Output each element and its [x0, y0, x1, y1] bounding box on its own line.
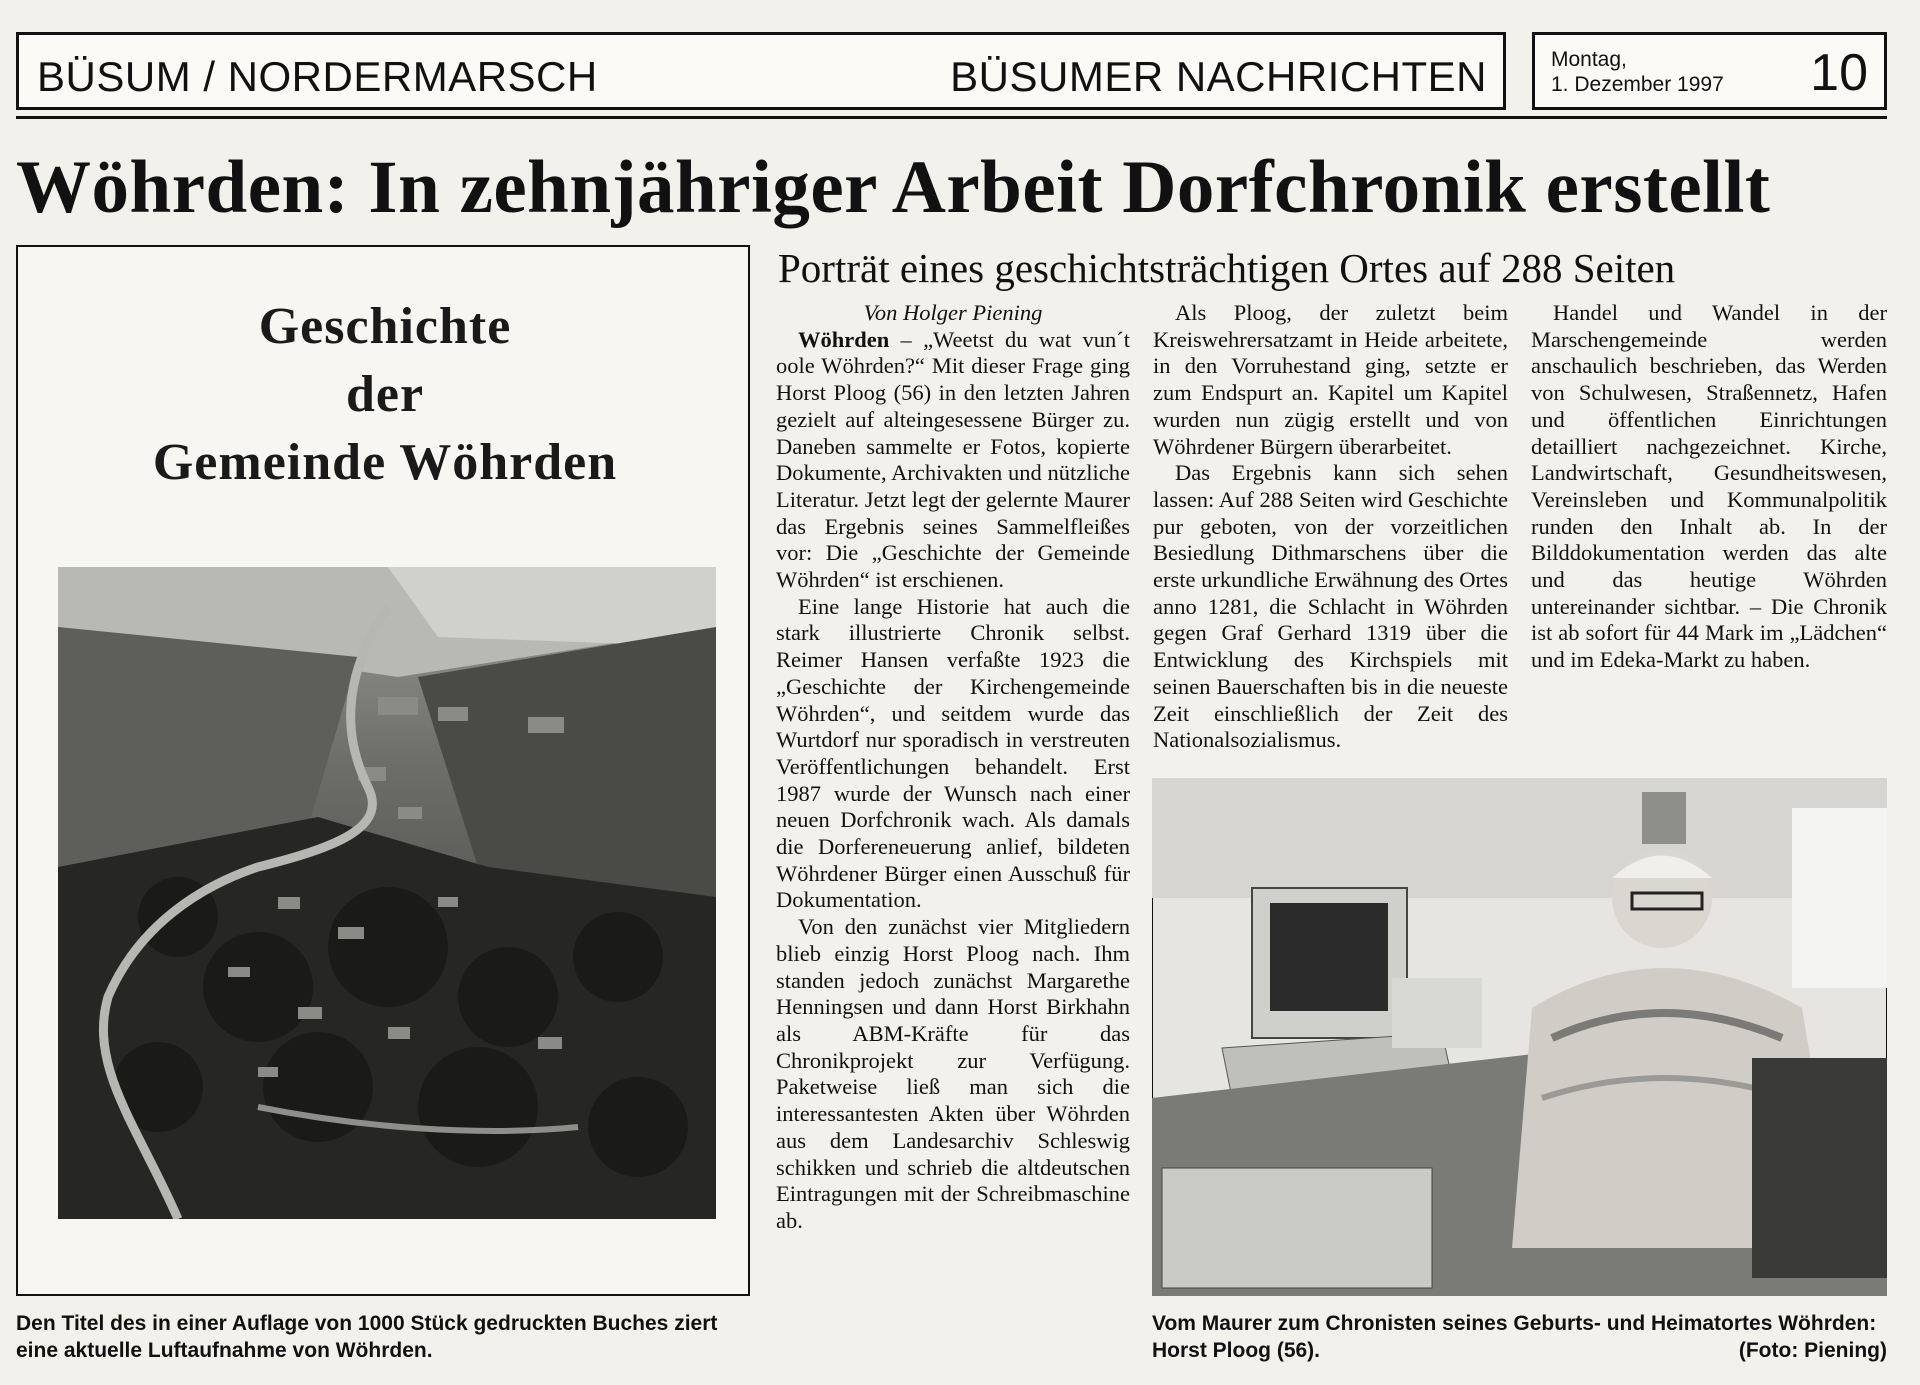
article-headline: Wöhrden: In zehnjähriger Arbeit Dorfchronik erstellt: [16, 146, 1771, 229]
caption-text: Vom Maurer zum Chronisten seines Geburts- und Heimatortes Wöhrden: Horst Ploog (56).: [1152, 1312, 1877, 1362]
aerial-photo: [58, 567, 716, 1219]
dateline: Wöhrden: [798, 326, 890, 352]
page-number: 10: [1810, 44, 1868, 102]
date-text: 1. Dezember 1997: [1551, 73, 1724, 96]
section-header-bar: [16, 32, 1506, 110]
book-title-line: Geschichte: [258, 298, 512, 355]
article-subheadline: Porträt eines geschichtsträchtigen Ortes auf 288 Seiten: [778, 245, 1676, 291]
article-paragraph: Handel und Wandel in der Marschengemeinde werden anschaulich beschrieben, das Werden von Schulwesen, Straßennetz, Hafen und öffentlichen Einrichtungen detailliert nachgezeichnet. Kirche, Landwirtschaft, Gesundheitswesen, Vereinsleben und Kommunalpolitik runden den Inhalt ab. In der Bilddokumentation werden das alte und das heutige Wöhrden untereinander sichtbar. – Die Chronik ist ab sofort für 44 Mark im „Lädchen“ und im Edeka-Markt zu haben.: [1531, 300, 1887, 673]
chronicler-photo: [1152, 778, 1887, 1296]
book-title-line: der: [345, 366, 425, 423]
date-box: [1532, 32, 1887, 110]
article-column-1: [776, 300, 1130, 1235]
article-paragraph: [776, 327, 1130, 594]
newspaper-name: BÜSUMER NACHRICHTEN: [950, 53, 1487, 100]
article-paragraph: Das Ergebnis kann sich sehen lassen: Auf 288 Seiten wird Geschichte pur geboten, von der vorzeitlichen Besiedlung Dithmarschens über die erste urkundliche Erwähnung des Ortes anno 1281, die Schlacht in Wöhrden gegen Graf Gerhard 1319 über die Entwicklung des Kirchspiels mit seinen Bauerschaften bis in die neueste Zeit einschließlich der Zeit des Nationalsozialismus.: [1153, 460, 1508, 753]
issue-date: [1551, 47, 1724, 97]
article-paragraph: Eine lange Historie hat auch die stark illustrierte Chronik selbst. Reimer Hansen verfaßte 1923 die „Geschichte der Kirchengemeinde Wöhrden“, und seitdem wurde das Wurtdorf nur sporadisch in verstreuten Veröffentlichungen behandelt. Erst 1987 wurde der Wunsch nach einer neuen Dorfchronik wach. Als damals die Dorfereneuerung anlief, bildeten Wöhrdener Bürger einen Ausschuß für Dokumentation.: [776, 593, 1130, 913]
header-rule: [16, 116, 1887, 119]
article-column-2: [1153, 300, 1508, 754]
photo-caption-right: [1152, 1310, 1887, 1364]
photo-caption: Den Titel des in einer Auflage von 1000 Stück gedruckten Buches ziert eine aktuelle Luftaufnahme von Wöhrden.: [16, 1312, 718, 1362]
section-name: BÜSUM / NORDERMARSCH: [37, 53, 598, 100]
byline: Von Holger Piening: [863, 300, 1043, 325]
book-title: [18, 293, 752, 497]
paragraph-text: – „Weetst du wat vun´t oole Wöhrden?“ Mit dieser Frage ging Horst Ploog (56) in den letzten Jahren gezielt auf alteingesessene Bürger zu. Daneben sammelte er Fotos, kopierte Dokumente, Archivakten und nützliche Literatur. Jetzt legt der gelernte Maurer das Ergebnis seines Sammelfleißes vor: Die „Geschichte der Gemeinde Wöhrden“ ist erschienen.: [776, 326, 1131, 593]
article-column-3: [1531, 300, 1887, 674]
book-title-line: Gemeinde Wöhrden: [152, 434, 618, 491]
article-paragraph: Als Ploog, der zuletzt beim Kreiswehrersatzamt in Heide arbeitete, in den Vorruhestand ging, setzte er zum Endspurt an. Kapitel um Kapitel wurden nun zügig erstellt und von Wöhrdener Bürgern überarbeitet.: [1153, 300, 1508, 459]
article-paragraph: Von den zunächst vier Mitgliedern blieb einzig Horst Ploog nach. Ihm standen jedoch zunächst Margarethe Henningsen und dann Horst Birkhahn als ABM-Kräfte für das Chronikprojekt zur Verfügung. Paketweise ließ man sich die interessantesten Akten über Wöhrden aus dem Landesarchiv Schleswig schikken und schrieb die altdeutschen Eintragungen mit der Schreibmaschine ab.: [776, 914, 1130, 1233]
photo-credit: (Foto: Piening): [1738, 1339, 1887, 1362]
weekday: Montag,: [1551, 48, 1627, 71]
book-cover-photo: [16, 245, 750, 1296]
